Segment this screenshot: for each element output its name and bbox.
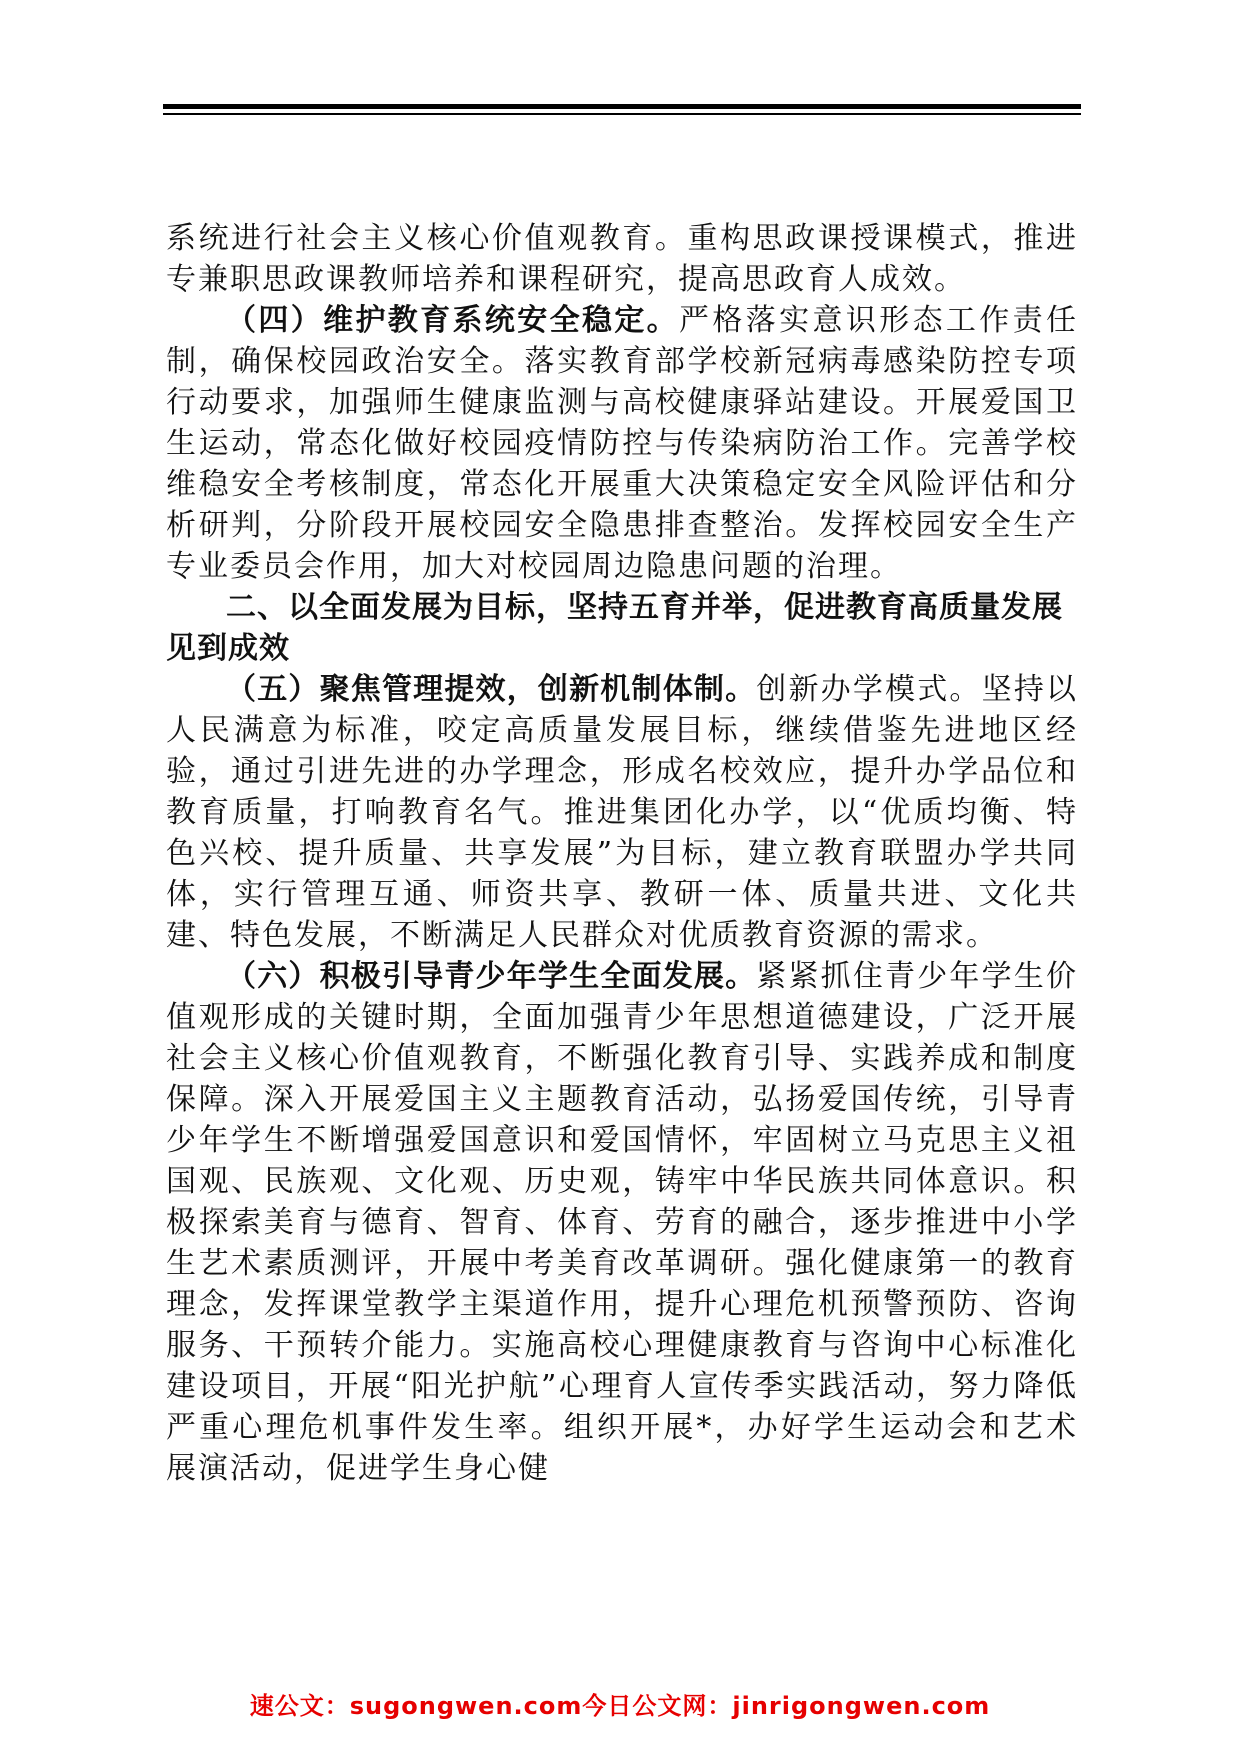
chapter-2-heading: 二、以全面发展为目标，坚持五育并举，促进教育高质量发展见到成效	[166, 590, 1063, 666]
paragraph-section-6	[166, 956, 1078, 1489]
header-rule-thick	[163, 104, 1081, 109]
section-4-title: （四）维护教育系统安全稳定。	[226, 303, 680, 338]
watermark-footer: 速公文：sugongwen.com今日公文网：jinrigongwen.com	[249, 1692, 991, 1720]
section-6-title: （六）积极引导青少年学生全面发展。	[226, 959, 757, 994]
section-4-text: 严格落实意识形态工作责任制，确保校园政治安全。落实教育部学校新冠病毒感染防控专项行动要求，加强师生健康监测与高校健康驿站建设。开展爱国卫生运动，常态化做好校园疫情防控与传染病防治工作。完善学校维稳安全考核制度，常态化开展重大决策稳定安全风险评估和分析研判，分阶段开展校园安全隐患排查整治。发挥校园安全生产专业委员会作用，加大对校园周边隐患问题的治理。	[166, 303, 1079, 584]
section-6-text: 紧紧抓住青少年学生价值观形成的关键时期，全面加强青少年思想道德建设，广泛开展社会主义核心价值观教育，不断强化教育引导、实践养成和制度保障。深入开展爱国主义主题教育活动，弘扬爱国传统，引导青少年学生不断增强爱国意识和爱国情怀，牢固树立马克思主义祖国观、民族观、文化观、历史观，铸牢中华民族共同体意识。积极探索美育与德育、智育、体育、劳育的融合，逐步推进中小学生艺术素质测评，开展中考美育改革调研。强化健康第一的教育理念，发挥课堂教学主渠道作用，提升心理危机预警预防、咨询服务、干预转介能力。实施高校心理健康教育与咨询中心标准化建设项目，开展“阳光护航”心理育人宣传季实践活动，努力降低严重心理危机事件发生率。组织开展*，办好学生运动会和艺术展演活动，促进学生身心健	[166, 959, 1079, 1486]
paragraph-continuation: 系统进行社会主义核心价值观教育。重构思政课授课模式，推进专兼职思政课教师培养和课程研究，提高思政育人成效。	[166, 221, 1078, 297]
document-body	[166, 218, 1078, 1489]
section-5-text: 创新办学模式。坚持以人民满意为标准，咬定高质量发展目标，继续借鉴先进地区经验，通过引进先进的办学理念，形成名校效应，提升办学品位和教育质量，打响教育名气。推进集团化办学，以“优质均衡、特色兴校、提升质量、共享发展”为目标，建立教育联盟办学共同体，实行管理互通、师资共享、教研一体、质量共进、文化共建、特色发展，不断满足人民群众对优质教育资源的需求。	[166, 672, 1079, 953]
paragraph-section-5	[166, 669, 1078, 956]
section-5-title: （五）聚焦管理提效，创新机制体制。	[226, 672, 757, 707]
header-rule-thin	[163, 113, 1081, 115]
paragraph-section-4	[166, 300, 1078, 587]
